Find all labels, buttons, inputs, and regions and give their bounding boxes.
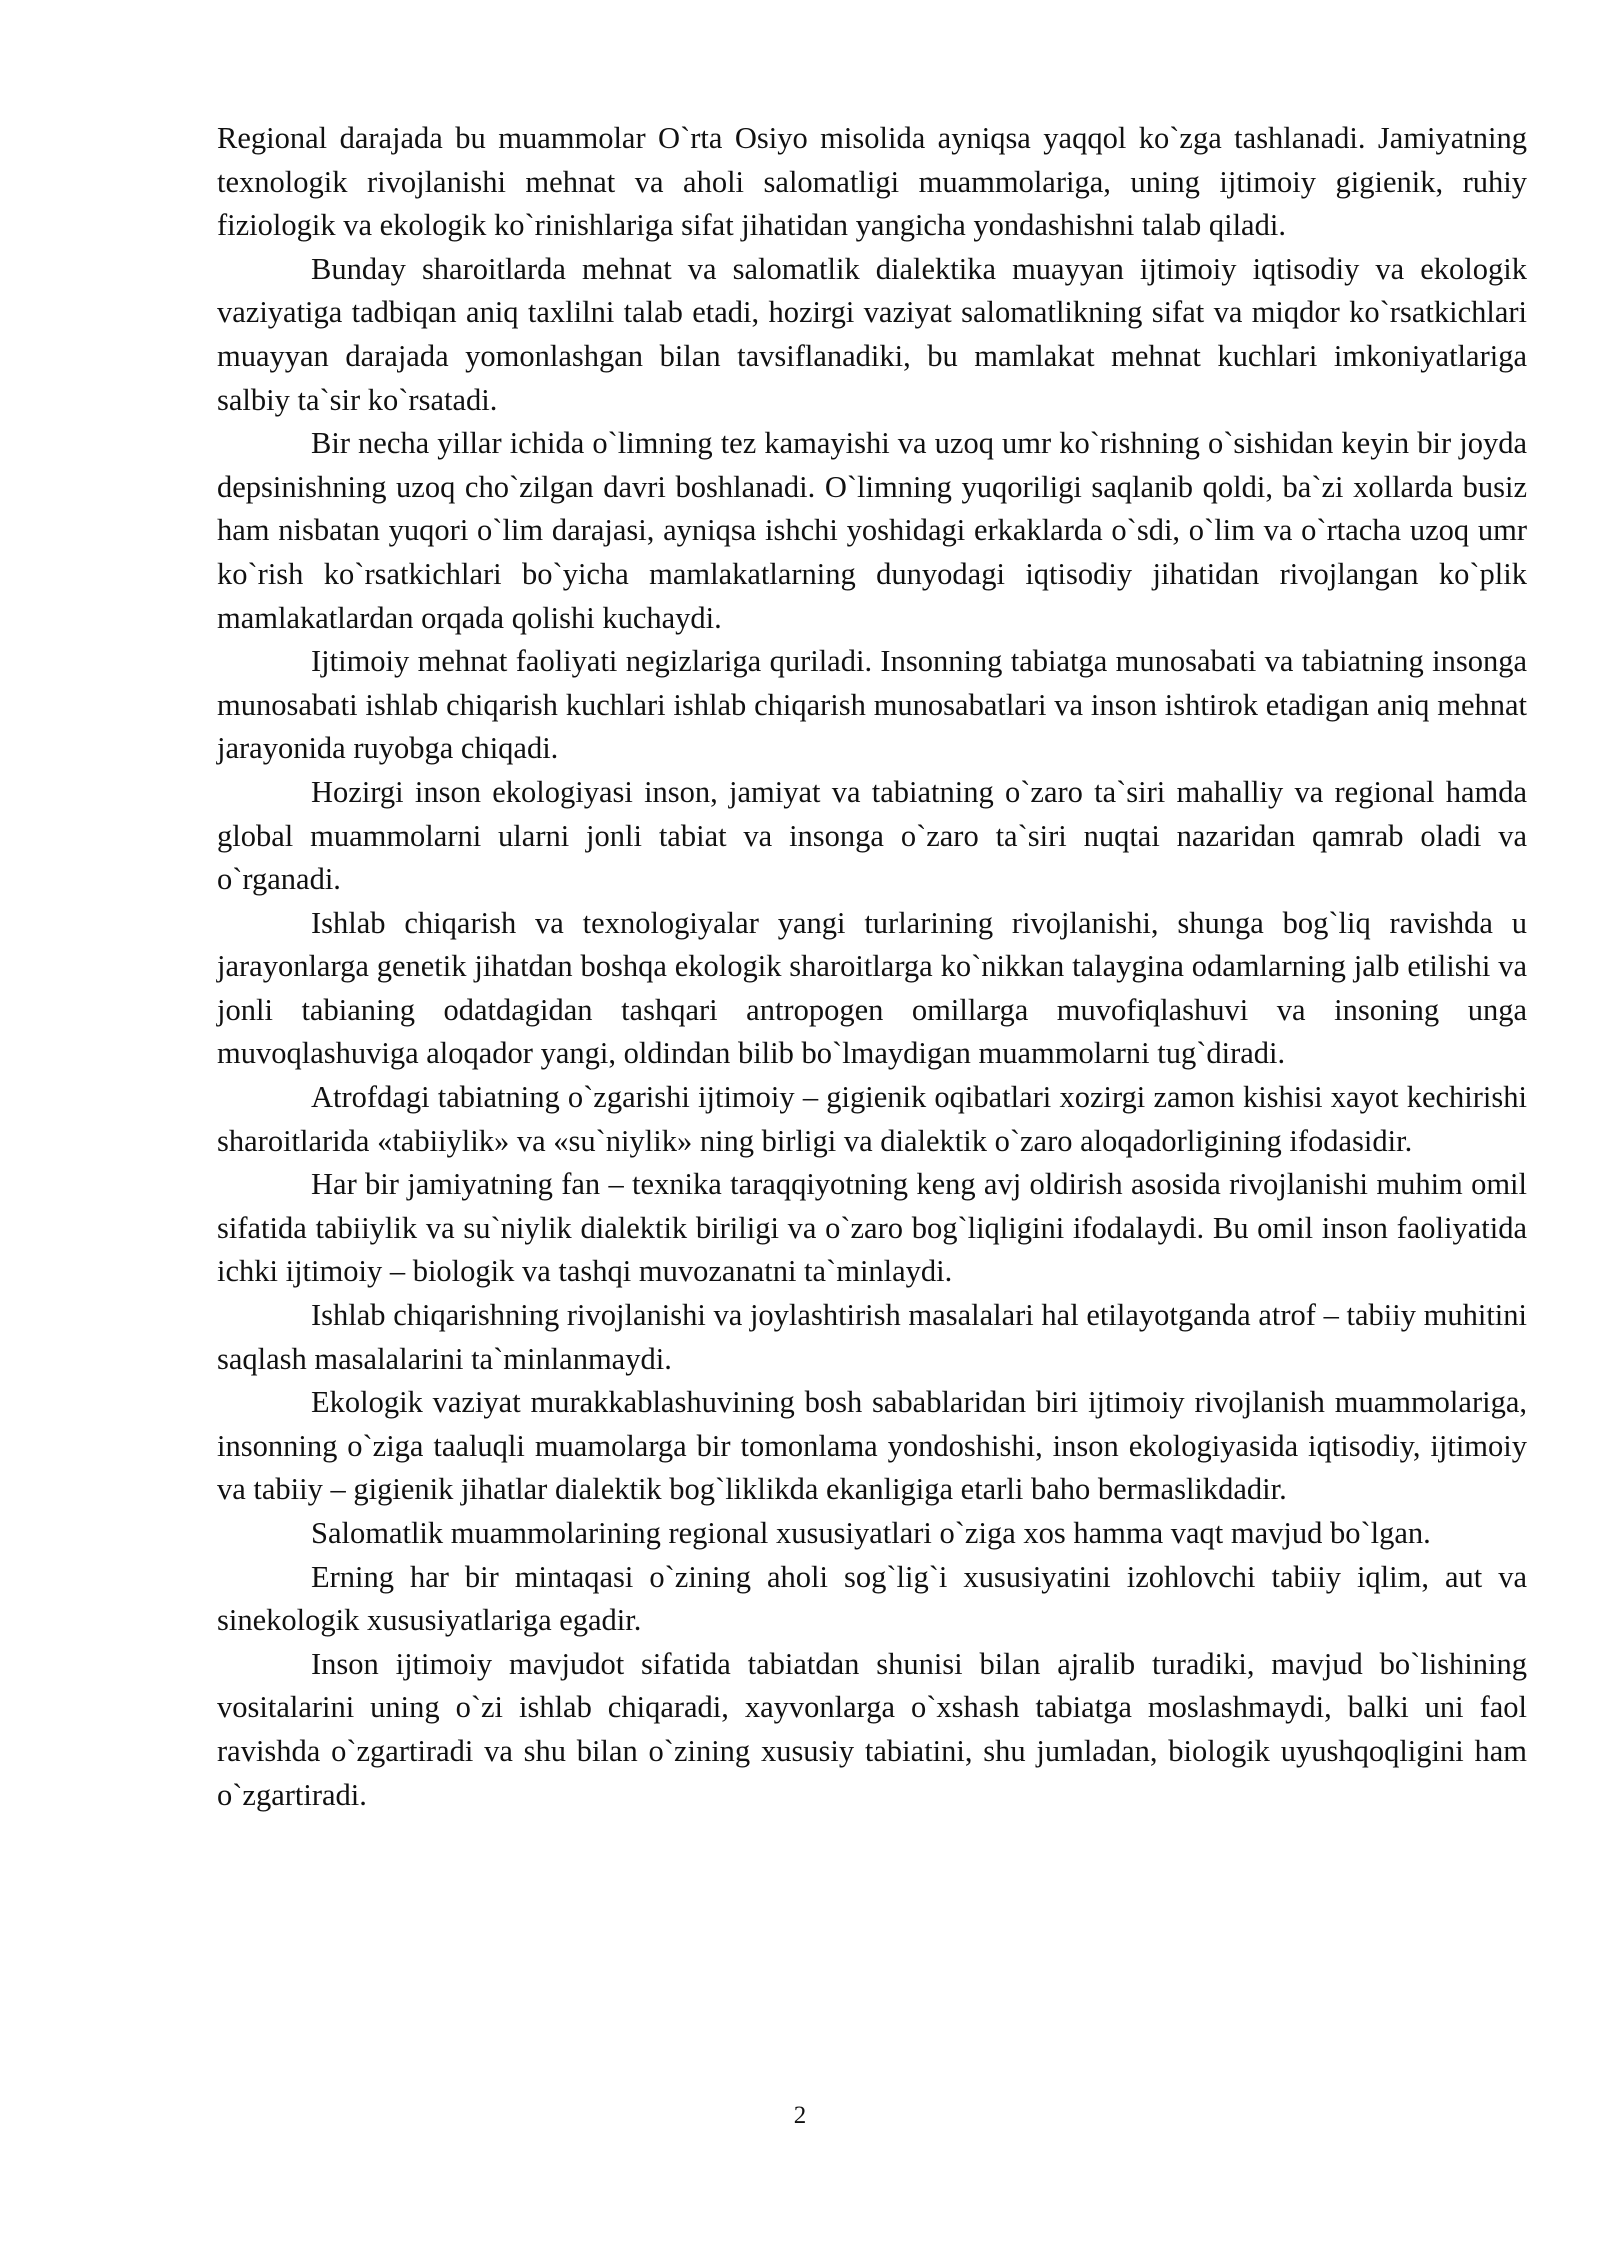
paragraph: Bir necha yillar ichida o`limning tez kamayishi va uzoq umr ko`rishning o`sishidan keyin bir joyda depsinishning uzoq cho`zilgan davri boshlanadi. O`limning yuqoriligi saqlanib qoldi, ba`zi xollarda busiz ham nisbatan yuqori o`lim darajasi, ayniqsa ishchi yoshidagi erkaklarda o`sdi, o`lim va o`rtacha uzoq umr ko`rish ko`rsatkichlari bo`yicha mamlakatlarning dunyodagi iqtisodiy jihatidan rivojlangan ko`plik mamlakatlardan orqada qolishi kuchaydi. xyxy=(217,426,1527,635)
paragraph: Salomatlik muammolarining regional xususiyatlari o`ziga xos hamma vaqt mavjud bo`lgan. xyxy=(311,1516,1431,1550)
paragraph: Ishlab chiqarishning rivojlanishi va joylashtirish masalalari hal etilayotganda atrof – tabiiy muhitini saqlash masalalarini ta`minlanmaydi. xyxy=(217,1298,1527,1376)
paragraph: Atrofdagi tabiatning o`zgarishi ijtimoiy – gigienik oqibatlari xozirgi zamon kishisi xayot kechirishi sharoitlarida «tabiiylik» va «su`niylik» ning birligi va dialektik o`zaro aloqadorligining ifodasidir. xyxy=(217,1080,1527,1158)
paragraph: Bunday sharoitlarda mehnat va salomatlik dialektika muayyan ijtimoiy iqtisodiy va ekologik vaziyatiga tadbiqan aniq taxlilni talab etadi, hozirgi vaziyat salomatlikning sifat va miqdor ko`rsatkichlari muayyan darajada yomonlashgan bilan tavsiflanadiki, bu mamlakat mehnat kuchlari imkoniyatlariga salbiy ta`sir ko`rsatadi. xyxy=(217,251,1527,417)
paragraph: Ekologik vaziyat murakkablashuvining bosh sabablaridan biri ijtimoiy rivojlanish muammolariga, insonning o`ziga taaluqli muamolarga bir tomonlama yondoshishi, inson ekologiyasida iqtisodiy, ijtimoiy va tabiiy – gigienik jihatlar dialektik bog`liklikda ekanligiga etarli baho bermaslikdadir. xyxy=(217,1385,1527,1507)
paragraph: Regional darajada bu muammolar O`rta Osiyo misolida ayniqsa yaqqol ko`zga tashlanadi. Jamiyatning texnologik rivojlanishi mehnat va aholi salomatligi muammolariga, uning ijtimoiy gigienik, ruhiy fiziologik va ekologik ko`rinishlariga sifat jihatidan yangicha yondashishni talab qiladi. xyxy=(217,121,1527,243)
paragraph: Erning har bir mintaqasi o`zining aholi sog`lig`i xususiyatini izohlovchi tabiiy iqlim, aut va sinekologik xususiyatlariga egadir. xyxy=(217,1559,1527,1638)
paragraph: Inson ijtimoiy mavjudot sifatida tabiatdan shunisi bilan ajralib turadiki, mavjud bo`lishining vositalarini uning o`zi ishlab chiqaradi, xayvonlarga o`xshash tabiatga moslashmaydi, balki uni faol ravishda o`zgartiradi va shu bilan o`zining xususiy tabiatini, shu jumladan, biologik uyushqoqligini ham o`zgartiradi. xyxy=(217,1646,1527,1812)
paragraph: Ishlab chiqarish va texnologiyalar yangi turlarining rivojlanishi, shunga bog`liq ravishda u jarayonlarga genetik jihatdan boshqa ekologik sharoitlarga ko`nikkan talaygina odamlarning jalb etilishi va jonli tabianing odatdagidan tashqari antropogen omillarga muvofiqlashuvi va insoning unga muvoqlashuviga aloqador yangi, oldindan bilib bo`lmaydigan muammolarni tug`diradi. xyxy=(217,905,1527,1071)
document-body xyxy=(217,117,1527,1817)
paragraph: Ijtimoiy mehnat faoliyati negizlariga quriladi. Insonning tabiatga munosabati va tabiatning insonga munosabati ishlab chiqarish kuchlari ishlab chiqarish munosabatlari va inson ishtirok etadigan aniq mehnat jarayonida ruyobga chiqadi. xyxy=(217,644,1527,766)
page-number: 2 xyxy=(793,2102,807,2129)
paragraph: Har bir jamiyatning fan – texnika taraqqiyotning keng avj oldirish asosida rivojlanishi muhim omil sifatida tabiiylik va su`niylik dialektik biriligi va o`zaro bog`liqligini ifodalaydi. Bu omil inson faoliyatida ichki ijtimoiy – biologik va tashqi muvozanatni ta`minlaydi. xyxy=(217,1167,1527,1289)
paragraph: Hozirgi inson ekologiyasi inson, jamiyat va tabiatning o`zaro ta`siri mahalliy va regional hamda global muammolarni ularni jonli tabiat va insonga o`zaro ta`siri nuqtai nazaridan qamrab oladi va o`rganadi. xyxy=(217,774,1527,897)
